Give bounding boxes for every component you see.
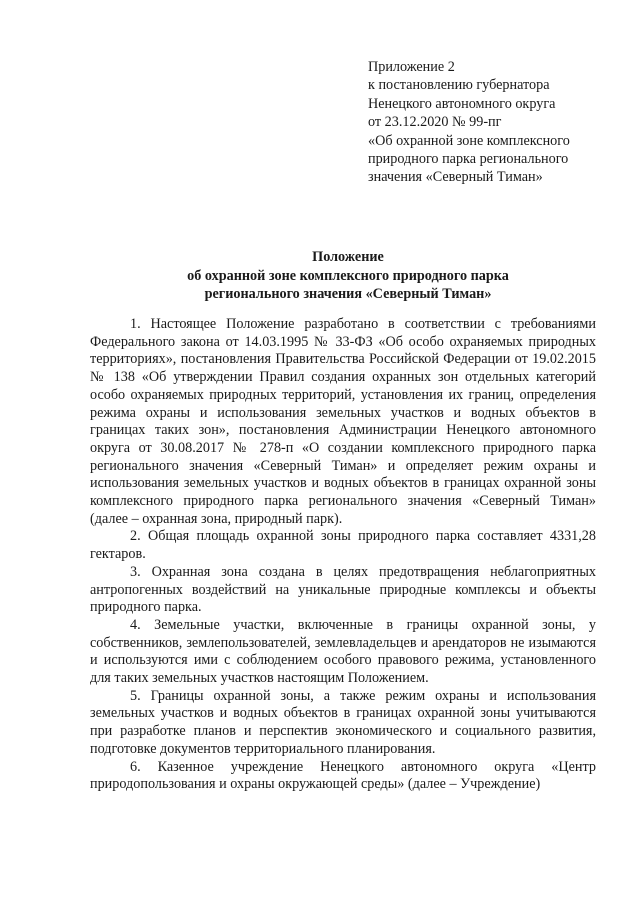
title-line: об охранной зоне комплексного природного парка bbox=[187, 267, 509, 284]
annex-line: «Об охранной зоне комплексного bbox=[368, 132, 570, 149]
document-body bbox=[90, 316, 596, 794]
annex-line: Ненецкого автономного округа bbox=[368, 95, 556, 112]
title-line: Положение bbox=[312, 249, 384, 265]
paragraph-4: 4. Земельные участки, включенные в границы охранной зоны, у собственников, землепользователей, землевладельцев и арендаторов не изымаются и используются ими с соблюдением особого правового режима, установленного для таких земельных участков настоящим Положением. bbox=[90, 616, 596, 687]
annex-line: Приложение 2 bbox=[368, 59, 455, 75]
annex-header bbox=[368, 58, 618, 187]
annex-line: природного парка регионального bbox=[368, 151, 569, 168]
annex-line: от 23.12.2020 № 99-пг bbox=[368, 114, 502, 131]
paragraph-6: 6. Казенное учреждение Ненецкого автономного округа «Центр природопользования и охраны окружающей среды» (далее – Учреждение) bbox=[90, 758, 596, 793]
paragraph-3: 3. Охранная зона создана в целях предотвращения неблагоприятных антропогенных воздействий на уникальные природные комплексы и объекты природного парка. bbox=[90, 563, 596, 616]
annex-line: к постановлению губернатора bbox=[368, 77, 550, 94]
paragraph-5: 5. Границы охранной зоны, а также режим охраны и использования земельных участков и водных объектов в границах охранной зоны учитываются при разработке планов и перспектив экономического и социального развития, подготовке документов территориального планирования. bbox=[90, 687, 596, 757]
document-title bbox=[90, 248, 606, 304]
annex-line: значения «Северный Тиман» bbox=[368, 169, 543, 186]
paragraph-2: 2. Общая площадь охранной зоны природного парка составляет 4331,28 гектаров. bbox=[90, 528, 596, 563]
paragraph-1: 1. Настоящее Положение разработано в соответствии с требованиями Федерального закона от 14.03.1995 № 33-ФЗ «Об особо охраняемых природных территориях», постановления Правительства Российской Федерации от 19.02.2015 № 138 «Об утверждении Правил создания охранных зон отдельных категорий особо охраняемых природных территорий, установления их границ, определения режима охраны и использования земельных участков и водных объектов в границах таких зон», постановления Администрации Ненецкого автономного округа от 30.08.2017 № 278-п «О создании комплексного природного парка регионального значения «Северный Тиман» и определяет режим охраны и использования земельных участков и водных объектов в границах охранной зоны комплексного природного парка регионального значения «Северный Тиман» (далее – охранная зона, природный парк). bbox=[90, 316, 596, 527]
title-line: регионального значения «Северный Тиман» bbox=[204, 286, 492, 303]
